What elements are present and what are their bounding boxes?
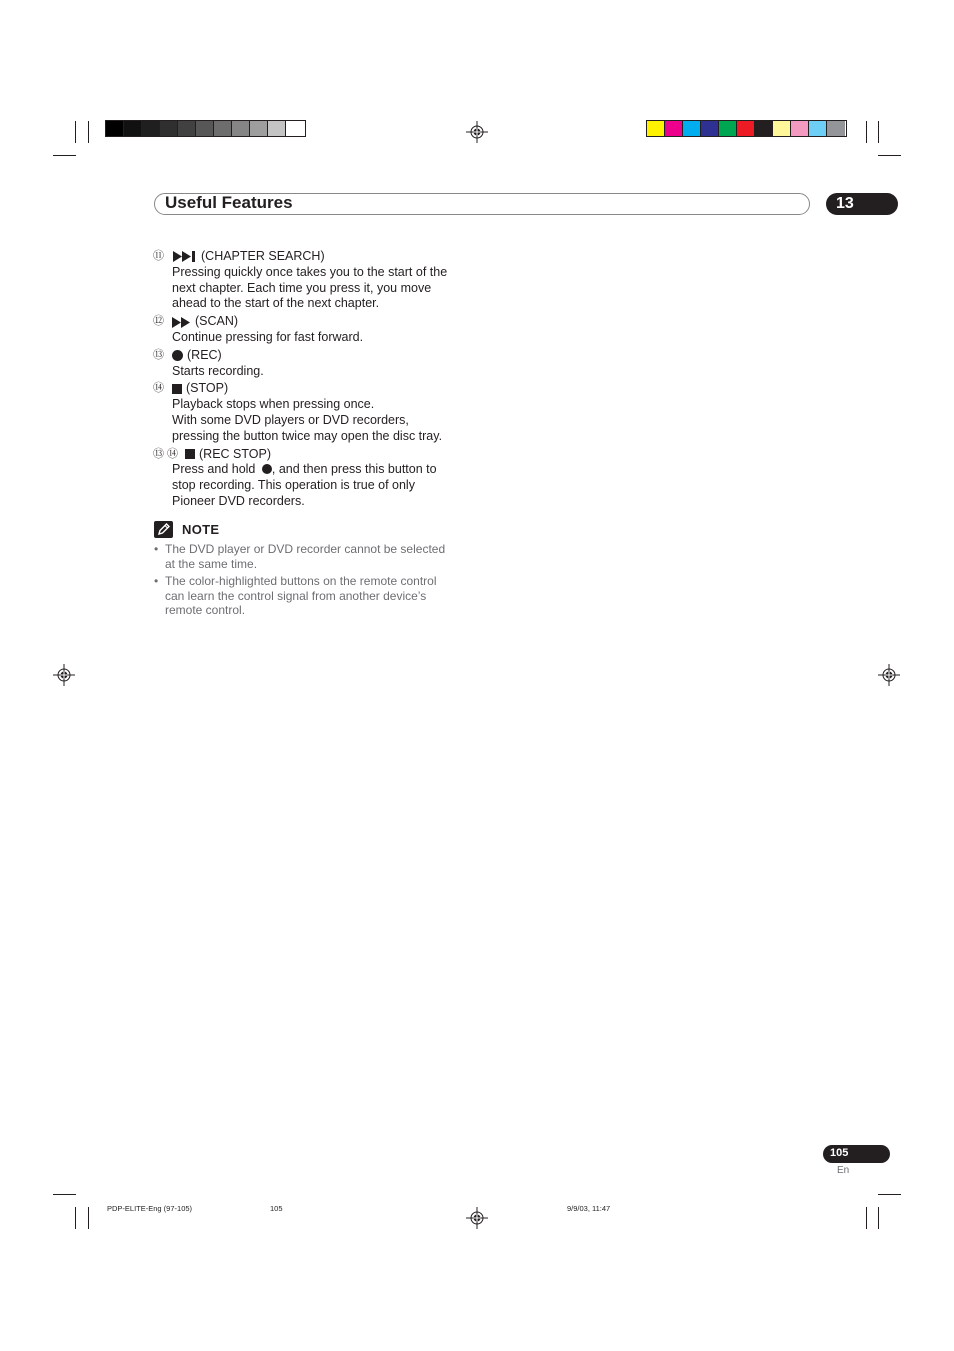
- note-label: NOTE: [182, 522, 220, 537]
- crop-mark: [866, 1207, 867, 1229]
- color-swatch: [719, 121, 737, 136]
- note-text: remote control.: [165, 603, 246, 618]
- item-number: ⑪: [153, 250, 164, 262]
- crop-mark: [878, 1207, 879, 1229]
- color-swatch: [647, 121, 665, 136]
- note-text: can learn the control signal from another device’s: [165, 588, 427, 603]
- note-heading: [154, 521, 219, 538]
- button-descriptions: [153, 249, 483, 511]
- grayscale-calibration-bar: [105, 120, 306, 137]
- item-number: ⑬: [153, 348, 164, 361]
- color-swatch: [791, 121, 809, 136]
- crop-mark: [88, 121, 89, 143]
- chapter-badge: [826, 193, 898, 215]
- list-item: [153, 348, 483, 380]
- registration-mark-icon: [878, 664, 900, 686]
- item-heading: (CHAPTER SEARCH): [201, 249, 325, 263]
- item-text: Pioneer DVD recorders.: [172, 493, 305, 508]
- color-swatch: [809, 121, 827, 136]
- item-number: ⑫: [153, 315, 164, 328]
- item-heading: (SCAN): [195, 314, 239, 329]
- note-item: [154, 542, 474, 571]
- slug-file: PDP-ELITE-Eng (97-105): [107, 1204, 193, 1213]
- section-title: Useful Features: [165, 193, 293, 212]
- bullet: •: [154, 542, 159, 556]
- item-text: ahead to the start of the next chapter.: [172, 296, 380, 311]
- skip-next-icon: [172, 251, 197, 262]
- chapter-number: 13: [836, 195, 854, 212]
- stop-square-icon: [172, 384, 182, 394]
- item-text: next chapter. Each time you press it, you move: [172, 280, 432, 295]
- crop-mark: [75, 121, 76, 143]
- color-swatch: [196, 121, 214, 136]
- item-text: [172, 462, 483, 478]
- record-dot-icon: [172, 350, 183, 361]
- list-item: [153, 249, 483, 312]
- item-heading: (REC STOP): [199, 446, 271, 461]
- item-text: Continue pressing for fast forward.: [172, 329, 364, 344]
- note-text: The DVD player or DVD recorder cannot be selected: [165, 542, 446, 556]
- page-number-badge: [823, 1145, 890, 1163]
- item-heading: (STOP): [186, 381, 229, 396]
- item-text: Pressing quickly once takes you to the start of the: [172, 264, 448, 279]
- color-swatch: [214, 121, 232, 136]
- registration-mark-icon: [466, 1207, 488, 1229]
- list-item: [153, 381, 483, 444]
- registration-mark-icon: [53, 664, 75, 686]
- color-swatch: [827, 121, 845, 136]
- crop-mark: [878, 155, 901, 156]
- item-number: ⑭: [153, 382, 164, 395]
- item-text-part: Press and hold: [172, 462, 256, 477]
- list-item: [153, 447, 483, 510]
- color-swatch: [106, 121, 124, 136]
- note-item: [154, 574, 474, 618]
- item-text: Playback stops when pressing once.: [172, 397, 375, 412]
- note-text: The color-highlighted buttons on the remote control: [165, 574, 437, 589]
- color-swatch: [701, 121, 719, 136]
- item-text: stop recording. This operation is true of only: [172, 478, 415, 493]
- color-swatch: [250, 121, 268, 136]
- item-text: With some DVD players or DVD recorders,: [172, 412, 409, 427]
- color-swatch: [142, 121, 160, 136]
- color-swatch: [268, 121, 286, 136]
- color-swatch: [773, 121, 791, 136]
- note-text: at the same time.: [165, 556, 258, 571]
- item-heading: (REC): [187, 347, 222, 362]
- record-dot-icon: [262, 464, 272, 474]
- slug-date: 9/9/03, 11:47: [567, 1204, 611, 1213]
- pencil-note-icon: [154, 521, 173, 538]
- crop-mark: [75, 1207, 76, 1229]
- item-text: Starts recording.: [172, 363, 264, 378]
- color-swatch: [178, 121, 196, 136]
- crop-mark: [53, 1194, 76, 1195]
- color-swatch: [124, 121, 142, 136]
- color-swatch: [737, 121, 755, 136]
- color-swatch: [232, 121, 250, 136]
- color-swatch: [755, 121, 773, 136]
- crop-mark: [88, 1207, 89, 1229]
- registration-mark-icon: [466, 121, 488, 143]
- slug-page: 105: [270, 1204, 283, 1213]
- color-calibration-bar: [646, 120, 847, 137]
- language-label: En: [837, 1165, 850, 1176]
- note-list: [154, 542, 474, 621]
- color-swatch: [286, 121, 304, 136]
- color-swatch: [160, 121, 178, 136]
- crop-mark: [878, 1194, 901, 1195]
- fast-forward-icon: [172, 317, 191, 328]
- item-text-part: , and then press this button to: [271, 462, 437, 477]
- crop-mark: [866, 121, 867, 143]
- item-number: ⑬ ⑭: [153, 447, 179, 460]
- color-swatch: [683, 121, 701, 136]
- crop-mark: [53, 155, 76, 156]
- item-text: pressing the button twice may open the disc tray.: [172, 428, 443, 443]
- page-number: 105: [830, 1147, 849, 1159]
- bullet: •: [154, 574, 159, 589]
- crop-mark: [878, 121, 879, 143]
- color-swatch: [665, 121, 683, 136]
- list-item: [153, 314, 483, 346]
